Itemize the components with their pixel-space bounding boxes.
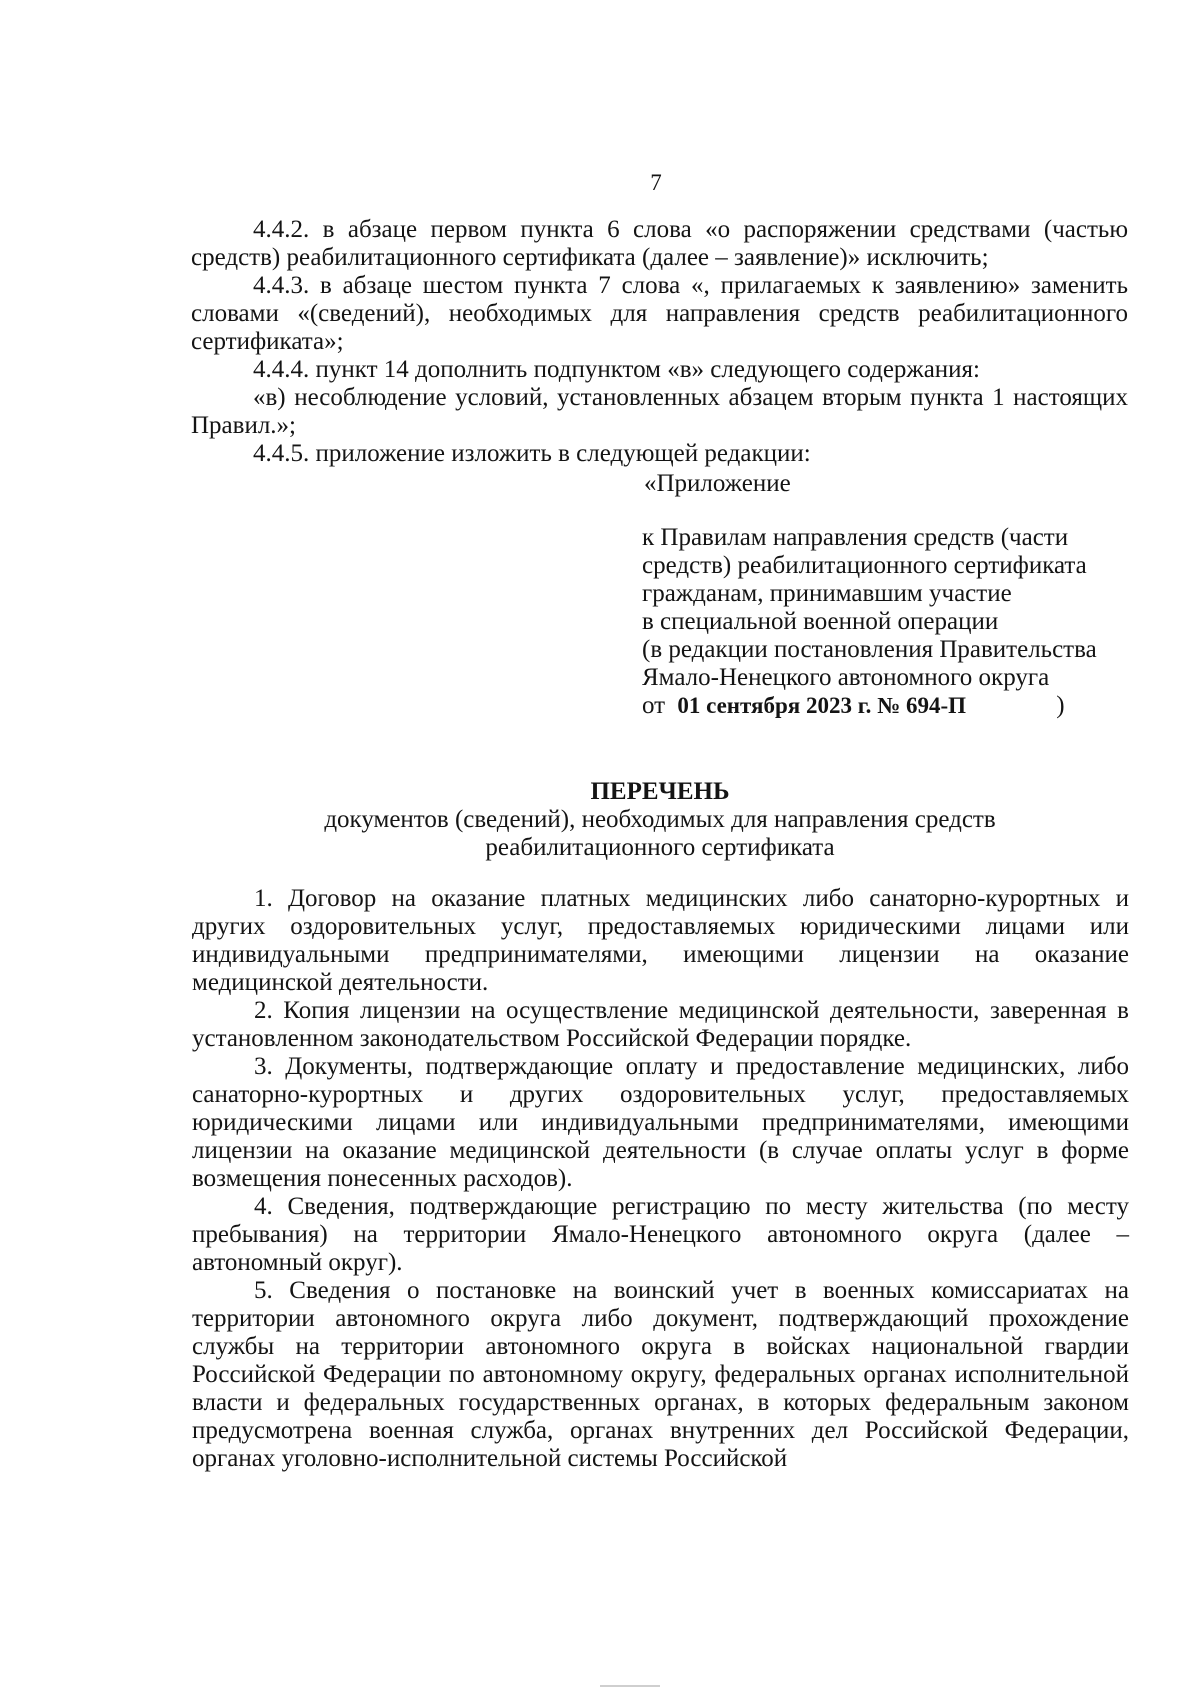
list-item: 2. Копия лицензии на осуществление медицинской деятельности, заверенная в установленном законодательством Российской Федерации порядке. <box>192 997 1129 1052</box>
scan-artifact <box>600 1685 660 1687</box>
closing-paren: ) <box>1056 692 1065 719</box>
list-subtitle-line: документов (сведений), необходимых для направления средств <box>324 806 996 833</box>
annex-line: средств) реабилитационного сертификата <box>642 552 1087 579</box>
amendment-paragraph: 4.4.2. в абзаце первом пункта 6 слова «о распоряжении средствами (частью средств) реабилитационного сертификата (далее – заявление)» исключить; <box>191 216 1128 271</box>
annex-title: «Приложение <box>644 470 791 497</box>
annex-line: в специальной военной операции <box>642 608 999 635</box>
annex-line: гражданам, принимавшим участие <box>642 580 1012 607</box>
list-item: 3. Документы, подтверждающие оплату и предоставление медицинских, либо санаторно-курортных и других оздоровительных услуг, предоставляемых юридическими лицами или индивидуальными предпринимателями, имеющими лицензии на оказание медицинской деятельности (в случае оплаты услуг в форме возмещения понесенных расходов). <box>192 1053 1129 1192</box>
list-item: 4. Сведения, подтверждающие регистрацию по месту жительства (по месту пребывания) на территории Ямало-Ненецкого автономного округа (далее – автономный округ). <box>192 1193 1129 1276</box>
annex-date-line <box>642 692 1097 720</box>
resolution-date-number: 01 сентября 2023 г. № 694-П <box>677 693 966 718</box>
annex-line: Ямало-Ненецкого автономного округа <box>642 664 1050 691</box>
documents-list <box>192 885 1129 1473</box>
annex-line: (в редакции постановления Правительства <box>642 636 1097 663</box>
date-prefix: от <box>642 692 666 719</box>
list-subtitle-line: реабилитационного сертификата <box>485 834 835 861</box>
amendment-paragraph: 4.4.4. пункт 14 дополнить подпунктом «в» следующего содержания: <box>253 356 981 383</box>
list-title: ПЕРЕЧЕНЬ <box>590 778 730 805</box>
annex-line: к Правилам направления средств (части <box>642 524 1069 551</box>
page-number: 7 <box>650 170 662 195</box>
list-item: 1. Договор на оказание платных медицинских либо санаторно-курортных и других оздоровительных услуг, предоставляемых юридическими лицами или индивидуальными предпринимателями, имеющими лицензии на оказание медицинской деятельности. <box>192 885 1129 996</box>
amendment-paragraph: 4.4.5. приложение изложить в следующей редакции: <box>253 440 811 467</box>
amendment-paragraph: 4.4.3. в абзаце шестом пункта 7 слова «, прилагаемых к заявлению» заменить словами «(сведений), необходимых для направления средств реабилитационного сертификата»; <box>191 272 1128 355</box>
amendment-paragraph: «в) несоблюдение условий, установленных абзацем вторым пункта 1 настоящих Правил.»; <box>191 384 1128 439</box>
list-heading <box>180 778 1140 862</box>
list-item: 5. Сведения о постановке на воинский учет в военных комиссариатах на территории автономного округа либо документ, подтверждающий прохождение службы на территории автономного округа в войсках национальной гвардии Российской Федерации по автономному округу, федеральных органах исполнительной власти и федеральных государственных органах, в которых федеральным законом предусмотрена военная служба, органах внутренних дел Российской Федерации, органах уголовно-исполнительной системы Российской <box>192 1277 1129 1472</box>
annex-header <box>642 524 1097 720</box>
amendments-section <box>191 216 1128 468</box>
